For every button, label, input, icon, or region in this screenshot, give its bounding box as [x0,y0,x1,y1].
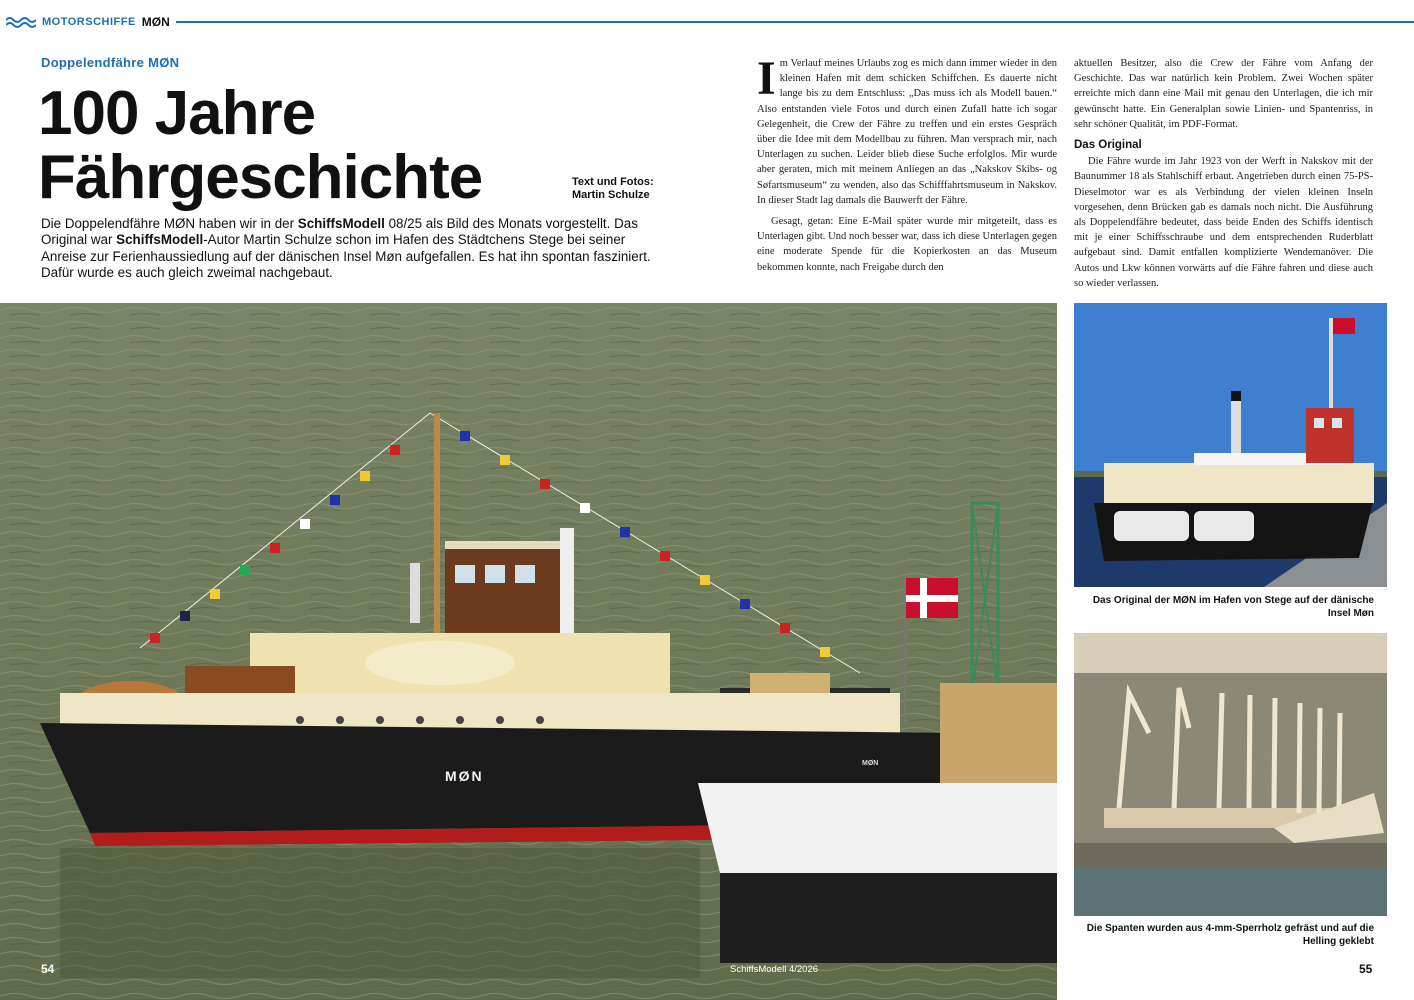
magazine-issue: SchiffsModell 4/2026 [730,964,819,975]
body-paragraph-4: Die Fähre wurde im Jahr 1923 von der Werft in Nakskov mit der Baunummer 18 als Stahlschiff erbaut. Angetrieben durch einen 75-PS-Dieselmotor war es als Verbindung der vielen kleinen Inseln vorgesehen, denn Brücken gab es damals noch nicht. Die Ausführung als Doppelendfähre bedeutet, dass beide Enden des Schiffs identisch mit je einer Schiffsschraube und dem entsprechenden Ruderblatt aufgebaut sind. Damit entfallen komplizierte Wendemanöver. Die Autos und Lkw können vorwärts auf die Fähre fahren und diese auch so wieder verlassen. [1074,156,1373,289]
body-paragraph-1: Im Verlauf meines Urlaubs zog es mich dann immer wieder in den kleinen Hafen mit dem schicken Schiffchen. Es dauerte nicht lange bis zu dem Entschluss: „Das muss ich als Modell bauen.“ Also entstanden viele Fotos und durch einen Zufall hatte ich sogar Gelegenheit, die Crew der Fähre zu treffen und ein erstes Gespräch über die Idee mit dem Modellbau zu führen. Man versprach mir, nach Unterlagen zu suchen. Leider blieb diese Suche erfolglos. Mir wurde aber geraten, mich mit meinem Anliegen an das „Nakskov Skibs- og Søfartsmuseum“ zu wenden, also das Schifffahrtsmuseum in Nakskov. In dieser Stadt lag damals die Bauwerft der Fähre. [757,52,1057,206]
intro-text-1: Die Doppelendfähre MØN haben wir in der [41,216,298,231]
article-headline [38,79,483,212]
lifeboat [365,641,515,685]
main-photo-model-ferry [0,303,1057,1000]
headline-line-1: 100 Jahre [38,79,316,148]
bow-name: MØN [862,760,879,767]
headline-line-2: Fährgeschichte [38,143,483,212]
photo-hull-frames [1074,633,1387,916]
intro-brand-1: SchiffsModell [297,216,385,231]
section-name: MOTORSCHIFFE [42,16,136,28]
caption-original-ferry: Das Original der MØN im Hafen von Stege auf der dänische Insel Møn [1092,595,1374,619]
reflection [60,848,700,978]
page-number-left: 54 [41,962,55,976]
subheading-original: Das Original [1074,139,1142,152]
author-credit [572,176,654,202]
intro-text-2: 08/25 als Bild des Monats vorgestellt. Das Original war [41,216,638,248]
waves-icon [6,16,36,28]
caption-hull-frames: Die Spanten wurden aus 4-mm-Sperrholz gefräst und auf die Helling geklebt [1086,923,1374,947]
body-column-1 [757,52,1057,281]
funnel [560,528,574,638]
drop-cap: I [757,52,776,105]
section-topic: MØN [141,15,170,29]
section-ribbon [0,13,1414,31]
article-intro [41,216,666,282]
credit-author: Martin Schulze [572,189,650,201]
body-column-2 [1074,56,1373,297]
intro-text-3: -Autor Martin Schulze schon im Hafen des Städtchens Stege bei seiner Anreise zur Ferienhaussiedlung auf der dänischen Insel Møn aufgefallen. Es hat ihn spontan fasziniert. Dafür wurde es auch gleich zweimal nachgebaut. [41,232,651,281]
credit-label: Text und Fotos: [572,176,654,188]
wheelhouse [445,541,560,638]
page-number-right: 55 [1359,962,1373,976]
ribbon-label [0,13,176,31]
body-paragraph-3: aktuellen Besitzer, also die Crew der Fähre vom Anfang der Geschichte. Das war natürlich kein Problem. Zwei Wochen später erreichte mich dann eine Mail mit genau den Unterlagen, die ich mir gewünscht hatte. Ein Generalplan sowie Linien- und Spantenriss, in sehr schöner Qualität, im PDF-Format. [1074,58,1373,130]
ribbon-line [0,21,1414,23]
hull-name: MØN [445,768,484,784]
intro-brand-2: SchiffsModell [116,232,204,248]
photo-original-ferry [1074,303,1387,587]
article-kicker: Doppelendfähre MØN [41,55,180,70]
body-paragraph-2: Gesagt, getan: Eine E-Mail später wurde mir mitgeteilt, dass es Unterlagen gibt. Und noch besser war, dass ich diese Unterlagen gegen eine moderate Spende für die Kopierkosten an das Museum bekommen konnte, nach Freigabe durch den [757,216,1057,273]
